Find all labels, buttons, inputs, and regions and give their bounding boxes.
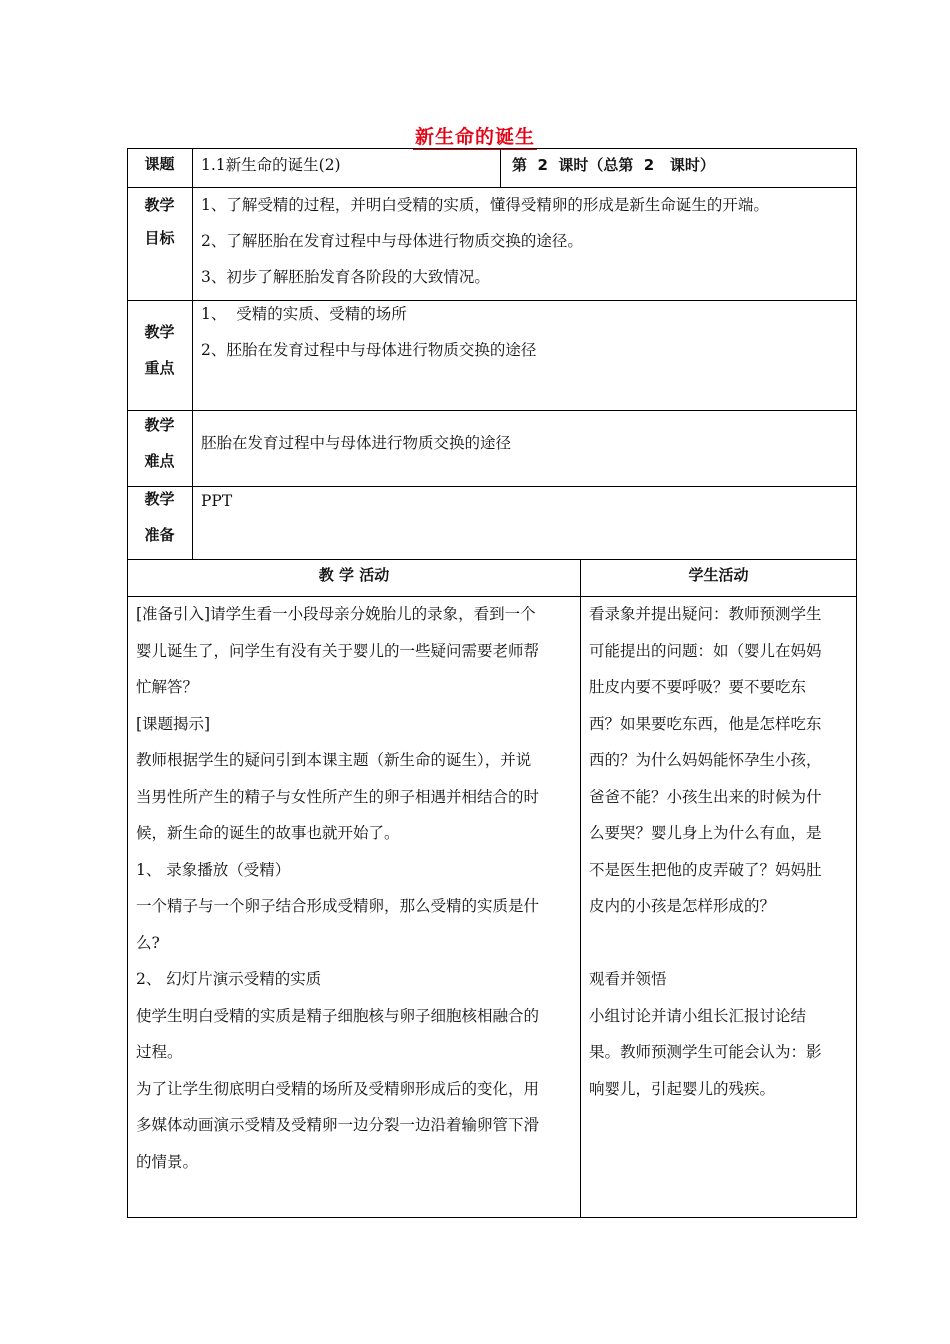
table-border-bottom: [127, 1217, 857, 1218]
teacher-line: 使学生明白受精的实质是精子细胞核与卵子细胞核相融合的: [136, 1006, 540, 1025]
teacher-line: 多媒体动画演示受精及受精卵一边分裂一边沿着输卵管下滑: [136, 1116, 540, 1134]
table-border-right: [856, 148, 857, 1218]
student-line: 果。教师预测学生可能会认为：影: [589, 1043, 822, 1061]
lesson-count: 第 2 课时（总第 2 课时）: [512, 156, 715, 174]
difficulty-label-line2: 难点: [144, 452, 175, 470]
student-line: 皮内的小孩是怎样形成的？: [589, 897, 776, 915]
teacher-line: [准备引入]请学生看一小段母亲分娩胎儿的录象，看到一个: [136, 605, 536, 623]
teacher-line: 婴儿诞生了，问学生有没有关于婴儿的一些疑问需要老师帮: [136, 641, 540, 660]
row-divider-goals: [127, 300, 857, 301]
goal-item-3: 3、初步了解胚胎发育各阶段的大致情况。: [201, 268, 490, 286]
row-divider-key: [127, 410, 857, 411]
student-line: 爸爸不能？小孩生出来的时候为什: [589, 787, 822, 806]
goal-item-1: 1、了解受精的过程，并明白受精的实质，懂得受精卵的形成是新生命诞生的开端。: [201, 196, 769, 214]
topic-value: 1.1新生命的诞生(2): [201, 156, 341, 174]
teacher-line: 1、 录象播放（受精）: [136, 860, 291, 879]
difficulty-text: 胚胎在发育过程中与母体进行物质交换的途径: [201, 434, 512, 452]
key-point-2: 2、胚胎在发育过程中与母体进行物质交换的途径: [201, 341, 537, 359]
teacher-line: 候，新生命的诞生的故事也就开始了。: [136, 824, 400, 842]
key-point-1: 1、 受精的实质、受精的场所: [201, 305, 407, 323]
difficulty-label-line1: 教学: [144, 416, 175, 434]
teacher-line: 过程。: [136, 1043, 183, 1061]
table-border-top: [127, 148, 857, 149]
student-line: 观看并领悟: [589, 970, 667, 988]
document-title-text: 新生命的诞生: [414, 126, 535, 148]
student-line: 不是医生把他的皮弄破了？妈妈肚: [589, 860, 822, 879]
key-label-line2: 重点: [144, 359, 175, 377]
student-line: 看录象并提出疑问：教师预测学生: [589, 605, 822, 623]
teacher-line: 一个精子与一个卵子结合形成受精卵，那么受精的实质是什: [136, 897, 540, 915]
goals-label-line2: 目标: [144, 229, 175, 247]
teacher-line: 忙解答？: [136, 678, 199, 696]
row-divider-topic: [127, 187, 857, 188]
teacher-activity-header: 教 学 活动: [318, 566, 390, 584]
goals-label-line1: 教学: [144, 196, 175, 214]
student-line: 响婴儿，引起婴儿的残疾。: [589, 1079, 776, 1098]
student-line: 可能提出的问题：如（婴儿在妈妈: [589, 641, 822, 660]
teacher-line: 当男性所产生的精子与女性所产生的卵子相遇并相结合的时: [136, 787, 540, 806]
row-divider-prep: [127, 559, 857, 560]
student-activity-header: 学生活动: [688, 566, 749, 584]
student-line: 西？如果要吃东西，他是怎样吃东: [589, 714, 822, 733]
label-column-divider: [192, 148, 193, 560]
prep-label-line2: 准备: [144, 526, 175, 544]
goal-item-2: 2、了解胚胎在发育过程中与母体进行物质交换的途径。: [201, 232, 583, 250]
student-activity-content: [589, 596, 851, 1107]
topic-label: 课题: [144, 155, 175, 173]
student-line: 西的？为什么妈妈能怀孕生小孩，: [589, 751, 822, 769]
student-line: 么要哭？婴儿身上为什么有血，是: [589, 824, 822, 842]
lesson-column-divider: [500, 148, 501, 188]
teacher-line: [课题揭示]: [136, 714, 211, 733]
teacher-line: 教师根据学生的疑问引到本课主题（新生命的诞生），并说: [136, 751, 532, 769]
table-border-left: [127, 148, 128, 1218]
prep-label-line1: 教学: [144, 490, 175, 508]
prep-text: PPT: [201, 492, 233, 510]
student-line: 肚皮内要不要呼吸？要不要吃东: [589, 678, 807, 696]
student-line: 小组讨论并请小组长汇报讨论结: [589, 1006, 807, 1025]
document-title: [0, 122, 950, 149]
teacher-line: 2、 幻灯片演示受精的实质: [136, 970, 322, 988]
key-label-line1: 教学: [144, 323, 175, 341]
student-line-blank: [589, 925, 851, 962]
teacher-line: 的情景。: [136, 1152, 199, 1171]
activity-column-divider: [580, 559, 581, 1218]
teacher-line: 为了让学生彻底明白受精的场所及受精卵形成后的变化，用: [136, 1079, 540, 1098]
teacher-activity-content: [136, 596, 572, 1180]
teacher-line: 么?: [136, 933, 160, 952]
row-divider-difficulty: [127, 486, 857, 487]
